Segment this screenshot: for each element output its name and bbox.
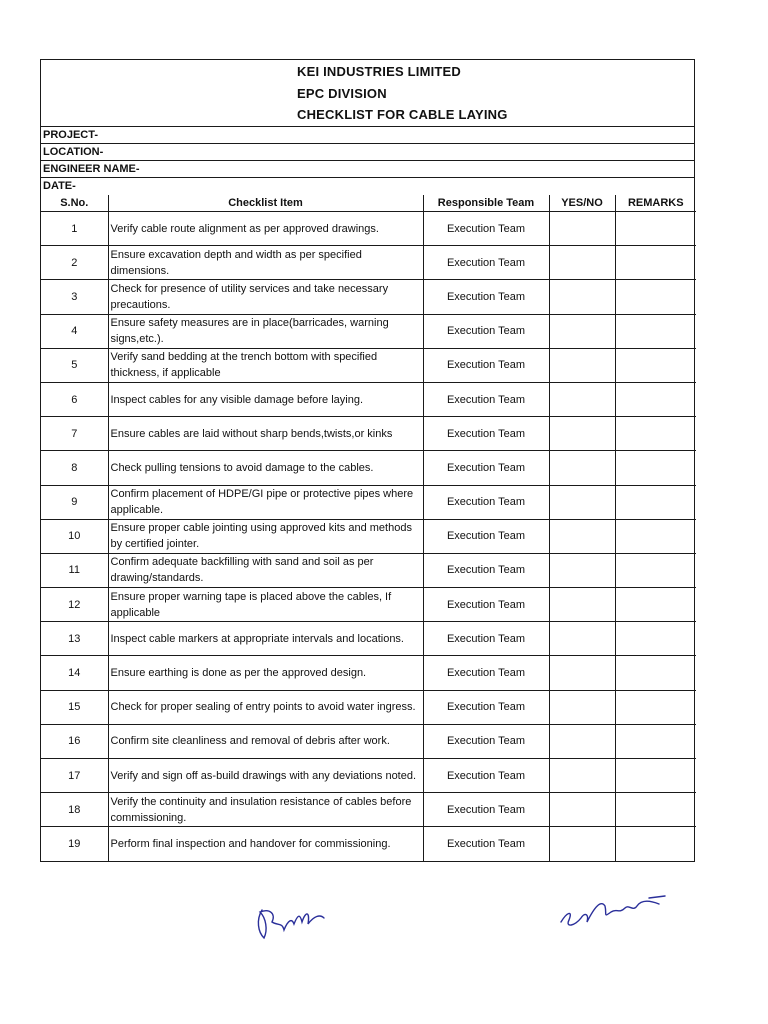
col-header-sno: S.No.	[41, 195, 108, 212]
table-row	[41, 553, 696, 587]
table-row	[41, 212, 696, 246]
row-yes-no-cell[interactable]	[549, 793, 615, 827]
row-responsible-team: Execution Team	[423, 246, 549, 280]
row-remarks-cell[interactable]	[615, 622, 696, 656]
row-remarks-cell[interactable]	[615, 656, 696, 690]
row-checklist-item: Ensure cables are laid without sharp bends,twists,or kinks	[108, 417, 423, 451]
row-remarks-cell[interactable]	[615, 382, 696, 416]
row-responsible-team: Execution Team	[423, 382, 549, 416]
location-field: LOCATION-	[41, 144, 694, 161]
row-sno: 11	[41, 553, 108, 587]
row-yes-no-cell[interactable]	[549, 382, 615, 416]
row-remarks-cell[interactable]	[615, 212, 696, 246]
row-yes-no-cell[interactable]	[549, 519, 615, 553]
table-row	[41, 690, 696, 724]
row-sno: 8	[41, 451, 108, 485]
document-title: CHECKLIST FOR CABLE LAYING	[297, 107, 508, 122]
row-checklist-item: Verify the continuity and insulation resistance of cables before commissioning.	[108, 793, 423, 827]
row-remarks-cell[interactable]	[615, 348, 696, 382]
table-row	[41, 314, 696, 348]
row-remarks-cell[interactable]	[615, 246, 696, 280]
row-remarks-cell[interactable]	[615, 588, 696, 622]
row-checklist-item: Perform final inspection and handover for commissioning.	[108, 827, 423, 861]
project-field: PROJECT-	[41, 127, 694, 144]
row-remarks-cell[interactable]	[615, 451, 696, 485]
row-responsible-team: Execution Team	[423, 690, 549, 724]
checklist-sheet	[40, 59, 695, 862]
row-yes-no-cell[interactable]	[549, 553, 615, 587]
checklist-rows	[41, 212, 696, 862]
table-row	[41, 246, 696, 280]
row-sno: 17	[41, 759, 108, 793]
row-yes-no-cell[interactable]	[549, 314, 615, 348]
table-row	[41, 827, 696, 861]
row-responsible-team: Execution Team	[423, 348, 549, 382]
table-row	[41, 588, 696, 622]
row-checklist-item: Ensure safety measures are in place(barricades, warning signs,etc.).	[108, 314, 423, 348]
row-remarks-cell[interactable]	[615, 827, 696, 861]
row-responsible-team: Execution Team	[423, 485, 549, 519]
row-sno: 18	[41, 793, 108, 827]
table-row	[41, 417, 696, 451]
row-responsible-team: Execution Team	[423, 417, 549, 451]
checklist-table	[41, 195, 696, 861]
row-responsible-team: Execution Team	[423, 451, 549, 485]
row-remarks-cell[interactable]	[615, 690, 696, 724]
row-sno: 12	[41, 588, 108, 622]
row-checklist-item: Ensure earthing is done as per the approved design.	[108, 656, 423, 690]
row-sno: 15	[41, 690, 108, 724]
row-responsible-team: Execution Team	[423, 656, 549, 690]
table-row	[41, 519, 696, 553]
date-field: DATE-	[43, 180, 76, 192]
table-row	[41, 656, 696, 690]
row-responsible-team: Execution Team	[423, 622, 549, 656]
table-row	[41, 724, 696, 758]
row-remarks-cell[interactable]	[615, 519, 696, 553]
table-row	[41, 759, 696, 793]
table-header-row	[41, 195, 696, 212]
row-responsible-team: Execution Team	[423, 793, 549, 827]
table-row	[41, 485, 696, 519]
engineer-name-field: ENGINEER NAME-	[41, 161, 694, 178]
row-yes-no-cell[interactable]	[549, 485, 615, 519]
row-checklist-item: Ensure proper warning tape is placed above the cables, If applicable	[108, 588, 423, 622]
row-sno: 6	[41, 382, 108, 416]
col-header-item: Checklist Item	[108, 195, 423, 212]
row-responsible-team: Execution Team	[423, 212, 549, 246]
row-checklist-item: Verify cable route alignment as per approved drawings.	[108, 212, 423, 246]
row-sno: 4	[41, 314, 108, 348]
row-checklist-item: Ensure proper cable jointing using approved kits and methods by certified jointer.	[108, 519, 423, 553]
row-yes-no-cell[interactable]	[549, 588, 615, 622]
row-sno: 19	[41, 827, 108, 861]
col-header-yesno: YES/NO	[549, 195, 615, 212]
row-yes-no-cell[interactable]	[549, 212, 615, 246]
row-responsible-team: Execution Team	[423, 280, 549, 314]
row-responsible-team: Execution Team	[423, 553, 549, 587]
row-remarks-cell[interactable]	[615, 314, 696, 348]
row-responsible-team: Execution Team	[423, 519, 549, 553]
signature-left	[250, 900, 340, 945]
row-remarks-cell[interactable]	[615, 724, 696, 758]
row-remarks-cell[interactable]	[615, 280, 696, 314]
row-checklist-item: Check for presence of utility services and take necessary precautions.	[108, 280, 423, 314]
row-checklist-item: Confirm placement of HDPE/GI pipe or protective pipes where applicable.	[108, 485, 423, 519]
row-yes-no-cell[interactable]	[549, 451, 615, 485]
row-sno: 1	[41, 212, 108, 246]
row-sno: 3	[41, 280, 108, 314]
row-yes-no-cell[interactable]	[549, 656, 615, 690]
table-row	[41, 451, 696, 485]
row-checklist-item: Check for proper sealing of entry points to avoid water ingress.	[108, 690, 423, 724]
row-yes-no-cell[interactable]	[549, 622, 615, 656]
row-responsible-team: Execution Team	[423, 827, 549, 861]
row-yes-no-cell[interactable]	[549, 690, 615, 724]
col-header-team: Responsible Team	[423, 195, 549, 212]
row-sno: 14	[41, 656, 108, 690]
col-header-remarks: REMARKS	[615, 195, 696, 212]
row-sno: 13	[41, 622, 108, 656]
row-sno: 5	[41, 348, 108, 382]
row-sno: 16	[41, 724, 108, 758]
row-responsible-team: Execution Team	[423, 314, 549, 348]
division-name: EPC DIVISION	[297, 86, 387, 101]
row-responsible-team: Execution Team	[423, 588, 549, 622]
row-checklist-item: Confirm site cleanliness and removal of debris after work.	[108, 724, 423, 758]
table-row	[41, 348, 696, 382]
row-remarks-cell[interactable]	[615, 485, 696, 519]
row-remarks-cell[interactable]	[615, 793, 696, 827]
row-responsible-team: Execution Team	[423, 759, 549, 793]
row-sno: 9	[41, 485, 108, 519]
row-yes-no-cell[interactable]	[549, 246, 615, 280]
row-checklist-item: Verify sand bedding at the trench bottom with specified thickness, if applicable	[108, 348, 423, 382]
row-yes-no-cell[interactable]	[549, 759, 615, 793]
row-yes-no-cell[interactable]	[549, 348, 615, 382]
row-checklist-item: Check pulling tensions to avoid damage to the cables.	[108, 451, 423, 485]
row-checklist-item: Ensure excavation depth and width as per specified dimensions.	[108, 246, 423, 280]
row-yes-no-cell[interactable]	[549, 827, 615, 861]
row-remarks-cell[interactable]	[615, 417, 696, 451]
row-remarks-cell[interactable]	[615, 759, 696, 793]
row-sno: 7	[41, 417, 108, 451]
row-responsible-team: Execution Team	[423, 724, 549, 758]
table-row	[41, 622, 696, 656]
signature-right	[555, 892, 675, 937]
row-remarks-cell[interactable]	[615, 553, 696, 587]
table-row	[41, 280, 696, 314]
row-yes-no-cell[interactable]	[549, 280, 615, 314]
row-checklist-item: Verify and sign off as-build drawings with any deviations noted.	[108, 759, 423, 793]
company-name: KEI INDUSTRIES LIMITED	[297, 64, 462, 79]
row-sno: 2	[41, 246, 108, 280]
row-yes-no-cell[interactable]	[549, 724, 615, 758]
row-checklist-item: Inspect cables for any visible damage before laying.	[108, 382, 423, 416]
table-row	[41, 382, 696, 416]
title-block	[41, 60, 694, 127]
table-row	[41, 793, 696, 827]
row-checklist-item: Inspect cable markers at appropriate intervals and locations.	[108, 622, 423, 656]
row-checklist-item: Confirm adequate backfilling with sand and soil as per drawing/standards.	[108, 553, 423, 587]
row-sno: 10	[41, 519, 108, 553]
row-yes-no-cell[interactable]	[549, 417, 615, 451]
